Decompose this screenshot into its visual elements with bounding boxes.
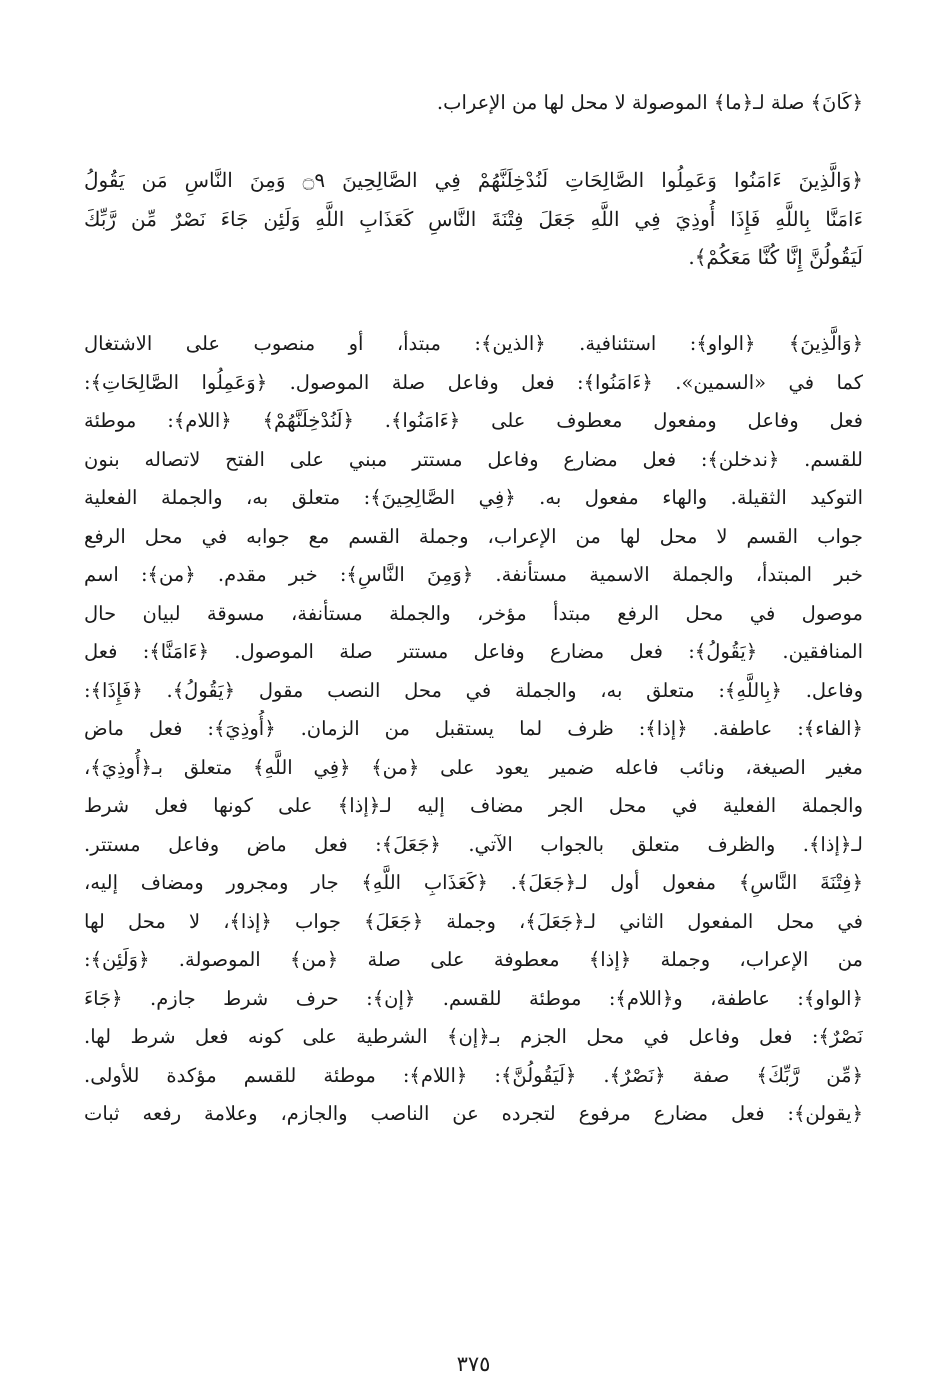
text-line: المنافقين. ﴿يَقُولُ﴾: فعل مضارع وفاعل مستتر صلة الموصول. ﴿ءَامَنَّا﴾: فعل xyxy=(84,640,863,663)
verse-line: ءَامَنَّا بِاللَّهِ فَإِذَا أُوذِيَ فِي اللَّهِ جَعَلَ فِتْنَةَ النَّاسِ كَعَذَابِ اللَّهِ وَلَئِن جَاءَ نَصْرٌ مِّن رَّبِّكَ xyxy=(84,206,863,231)
quran-verse-paragraph xyxy=(84,161,863,277)
grammar-commentary-paragraph xyxy=(84,325,863,1134)
text-line: التوكيد الثقيلة. والهاء مفعول به. ﴿فِي الصَّالِحِينَ﴾: متعلق به، والجملة الفعلية xyxy=(84,486,863,509)
text-line: والجملة الفعلية في محل الجر مضاف إليه لـ﴿إذا﴾ على كونها فعل شرط xyxy=(84,794,863,817)
text-line: مغير الصيغة، ونائب فاعله ضمير يعود على ﴿من﴾ ﴿فِي اللَّهِ﴾ متعلق بـ﴿أُوذِيَ﴾، xyxy=(84,755,863,779)
text-line: ﴿مِّن رَّبِّكَ﴾ صفة ﴿نَصْرٌ﴾. ﴿لَيَقُولُنَّ﴾: ﴿اللام﴾: موطئة للقسم مؤكدة للأولى. xyxy=(84,1063,863,1087)
text-line: ﴿كَانَ﴾ صلة لـ﴿ما﴾ الموصولة لا محل لها من الإعراب. xyxy=(436,91,863,114)
page-number: ٣٧٥ xyxy=(456,1352,491,1376)
text-line: لـ﴿إذا﴾. والظرف متعلق بالجواب الآتي. ﴿جَعَلَ﴾: فعل ماض وفاعل مستتر. xyxy=(84,832,863,856)
intro-paragraph xyxy=(84,84,863,123)
text-line: في محل المفعول الثاني لـ﴿جَعَلَ﴾، وجملة ﴿جَعَلَ﴾ جواب ﴿إذا﴾، لا محل لها xyxy=(84,909,863,933)
text-line: ﴿يقولن﴾: فعل مضارع مرفوع لتجرده عن الناصب والجازم، وعلامة رفعه ثبات xyxy=(84,1102,863,1125)
text-line: فعل وفاعل ومفعول معطوف على ﴿ءَامَنُوا﴾. ﴿لَنُدْخِلَنَّهُمْ﴾ ﴿اللام﴾: موطئة xyxy=(84,409,863,432)
text-line: موصول في محل الرفع مبتدأ مؤخر، والجملة مستأنفة، مسوقة لبيان حال xyxy=(84,601,863,625)
text-line: جواب القسم لا محل لها من الإعراب، وجملة القسم مع جوابه في محل الرفع xyxy=(84,524,863,548)
text-line: من الإعراب، وجملة ﴿إذا﴾ معطوفة على صلة ﴿من﴾ الموصولة. ﴿وَلَئِن﴾: xyxy=(84,948,863,971)
text-line: خبر المبتدأ، والجملة الاسمية مستأنفة. ﴿وَمِنَ النَّاسِ﴾: خبر مقدم. ﴿من﴾: اسم xyxy=(84,563,863,586)
text-line: كما في «السمين». ﴿ءَامَنُوا﴾: فعل وفاعل صلة الموصول. ﴿وَعَمِلُوا الصَّالِحَاتِ﴾: xyxy=(84,370,863,394)
text-line: وفاعل. ﴿بِاللَّهِ﴾: متعلق به، والجملة في محل النصب مقول ﴿يَقُولُ﴾. ﴿فَإِذَا﴾: xyxy=(84,678,863,702)
verse-line: لَيَقُولُنَّ إِنَّا كُنَّا مَعَكُمْ﴾. xyxy=(688,245,863,269)
text-line: ﴿الواو﴾: عاطفة، و﴿اللام﴾: موطئة للقسم. ﴿إن﴾: حرف شرط جازم. ﴿جَاءَ xyxy=(84,986,863,1010)
verse-line: ﴿وَالَّذِينَ ءَامَنُوا وَعَمِلُوا الصَّالِحَاتِ لَنُدْخِلَنَّهُمْ فِي الصَّالِحِينَ ۝٩ وَمِنَ النَّاسِ مَن يَقُولُ xyxy=(84,168,863,192)
text-line: ﴿الفاء﴾: عاطفة. ﴿إذا﴾: ظرف لما يستقبل من الزمان. ﴿أُوذِيَ﴾: فعل ماض xyxy=(84,717,863,740)
text-line: نَصْرٌ﴾: فعل وفاعل في محل الجزم بـ﴿إن﴾ الشرطية على كونه فعل شرط لها. xyxy=(84,1025,863,1048)
text-line: للقسم. ﴿ندخلن﴾: فعل مضارع وفاعل مستتر مبني على الفتح لاتصاله بنون xyxy=(84,447,863,471)
page xyxy=(84,84,863,1376)
text-line: ﴿فِتْنَةَ النَّاسِ﴾ مفعول أول لـ﴿جَعَلَ﴾. ﴿كَعَذَابِ اللَّهِ﴾ جار ومجرور ومضاف إليه، xyxy=(84,871,863,894)
text-line: ﴿وَالَّذِينَ﴾ ﴿الواو﴾: استئنافية. ﴿الذين﴾: مبتدأ، أو منصوب على الاشتغال xyxy=(84,332,863,355)
